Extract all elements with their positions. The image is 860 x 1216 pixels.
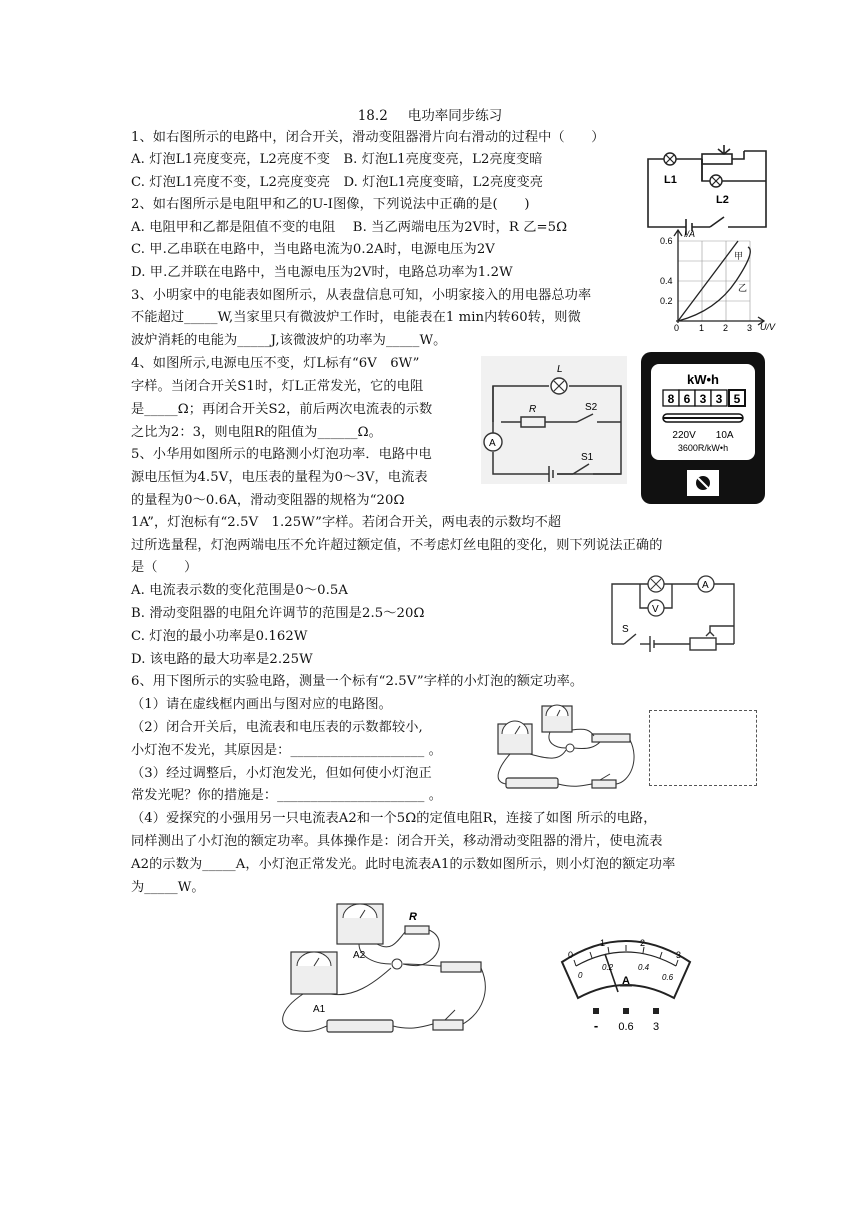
q6-apparatus-figure bbox=[490, 700, 638, 796]
terminal-3: 3 bbox=[652, 1021, 660, 1033]
x-tick-2: 2 bbox=[723, 323, 729, 333]
q1-option-ab: A. 灯泡L1亮度变亮，L2亮度不变 B. 灯泡L1亮度变亮，L2亮度变暗 bbox=[131, 152, 543, 167]
q2-option-d: D. 甲.乙并联在电路中，当电源电压为2V时，电路总功率为1.2W bbox=[131, 265, 513, 280]
page-title bbox=[0, 104, 860, 124]
y-axis-label: I/A bbox=[684, 229, 696, 239]
curve-jia-label: 甲 bbox=[734, 251, 744, 261]
q6-part-4-line-2: 同样测出了小灯泡的额定功率。具体操作是：闭合开关，移动滑动变阻器的滑片，使电流表 bbox=[131, 834, 663, 849]
terminal-minus: - bbox=[593, 1018, 599, 1033]
q4-line-1: 4、如图所示,电源电压不变，灯L标有“6V 6W” bbox=[131, 356, 420, 371]
x-tick-1: 1 bbox=[699, 323, 705, 333]
q6-part-3-line-1: （3）经过调整后，小灯泡发光，但如何使小灯泡正 bbox=[131, 766, 432, 781]
voltmeter-v-label: V bbox=[652, 604, 659, 615]
q5-option-d: D. 该电路的最大功率是2.25W bbox=[131, 652, 313, 667]
dial-letter-a: A bbox=[622, 975, 630, 987]
q3-line-3: 波炉消耗的电能为_____J,该微波炉的功率为_____W。 bbox=[131, 333, 447, 348]
ammeter-dial-figure bbox=[556, 926, 696, 1034]
q3-line-2: 不能超过_____W,当家里只有微波炉工作时，电能表在1 min内转60转，则微 bbox=[131, 310, 581, 325]
x-axis-label: U/V bbox=[760, 322, 776, 332]
q4-line-2: 字样。当闭合开关S1时，灯L正常发光，它的电阻 bbox=[131, 379, 424, 394]
meter-digit-4: 3 bbox=[715, 392, 723, 406]
title-text: 电功率同步练习 bbox=[407, 108, 503, 124]
q2-option-a-b: A. 电阻甲和乙都是阻值不变的电阻 B. 当乙两端电压为2V时，R 乙=5Ω bbox=[131, 220, 568, 235]
scale-top-2: 2 bbox=[640, 938, 646, 948]
circuit-drawing-box bbox=[649, 710, 757, 786]
q6-stem: 6、用下图所示的实验电路，测量一个标有“2.5V”字样的小灯泡的额定功率。 bbox=[131, 674, 584, 689]
q1-option-cd: C. 灯泡L1亮度不变，L2亮度变亮 D. 灯泡L1亮度变暗，L2亮度变亮 bbox=[131, 175, 544, 190]
meter-digit-5: 5 bbox=[733, 392, 741, 406]
q6-part-2-line-2: 小灯泡不发光，其原因是：____________________ 。 bbox=[131, 743, 442, 758]
curve-yi-label: 乙 bbox=[738, 283, 748, 293]
q1-stem: 1、如右图所示的电路中，闭合开关，滑动变阻器滑片向右滑动的过程中（ ） bbox=[131, 130, 605, 145]
q6-part-4-line-4: 为_____W。 bbox=[131, 880, 205, 895]
q2-ui-graph bbox=[654, 227, 784, 333]
q5-line-2: 源电压恒为4.5V，电压表的量程为0～3V，电流表 bbox=[131, 470, 428, 485]
x-tick-3: 3 bbox=[747, 323, 753, 333]
scale-bottom-0: 0 bbox=[578, 971, 583, 980]
q6-a1-a2-apparatus-figure bbox=[273, 902, 487, 1038]
lamp-l-label: L bbox=[557, 364, 563, 375]
scale-bottom-0-2: 0.2 bbox=[602, 963, 614, 972]
meter-unit: kW•h bbox=[687, 372, 719, 387]
q5-line-1: 5、小华用如图所示的电路测小灯泡功率．电路中电 bbox=[131, 447, 432, 462]
q5-line-3: 的量程为0～0.6A，滑动变阻器的规格为“20Ω bbox=[131, 493, 405, 508]
q5-option-c: C. 灯泡的最小功率是0.162W bbox=[131, 629, 308, 644]
x-tick-0: 0 bbox=[674, 323, 680, 333]
terminal-0-6: 0.6 bbox=[618, 1021, 634, 1033]
section-number: 18.2 bbox=[357, 108, 388, 124]
q6-part-3-line-2: 常发光呢？你的措施是：______________________ 。 bbox=[131, 788, 443, 803]
scale-top-1: 1 bbox=[600, 938, 606, 948]
q6-part-1: （1）请在虚线框内画出与图对应的电路图。 bbox=[131, 697, 392, 712]
y-tick-0-2: 0.2 bbox=[660, 296, 673, 306]
q4-line-4: 之比为2：3，则电阻R的阻值为______Ω。 bbox=[131, 425, 382, 440]
scale-top-0: 0 bbox=[568, 950, 574, 960]
y-tick-0-6: 0.6 bbox=[660, 236, 673, 246]
q2-stem: 2、如右图所示是电阻甲和乙的U-I图像，下列说法中正确的是( ) bbox=[131, 197, 530, 212]
ammeter-a-label-q5: A bbox=[702, 580, 709, 591]
ammeter-a2-label: A2 bbox=[353, 950, 366, 961]
scale-top-3: 3 bbox=[676, 950, 682, 960]
q5-option-b: B. 滑动变阻器的电阻允许调节的范围是2.5～20Ω bbox=[131, 606, 425, 621]
meter-digit-1: 8 bbox=[667, 392, 675, 406]
ammeter-a1-label: A1 bbox=[313, 1004, 326, 1015]
meter-digit-3: 3 bbox=[699, 392, 707, 406]
q5-line-6: 是（ ） bbox=[131, 560, 198, 575]
switch-s2-label: S2 bbox=[585, 402, 598, 413]
scale-bottom-0-4: 0.4 bbox=[638, 963, 650, 972]
q6-part-4-line-3: A2的示数为_____A，小灯泡正常发光。此时电流表A1的示数如图所示，则小灯泡的额定功率 bbox=[131, 857, 676, 872]
l2-label: L2 bbox=[716, 194, 729, 206]
q5-option-a: A. 电流表示数的变化范围是0～0.5A bbox=[131, 583, 349, 598]
q6-part-4-line-1: （4）爱探究的小强用另一只电流表A2和一个5Ω的定值电阻R，连接了如图 所示的电路， bbox=[131, 811, 657, 826]
l1-label: L1 bbox=[664, 174, 677, 186]
y-tick-0-4: 0.4 bbox=[660, 276, 673, 286]
resistor-r-label: R bbox=[529, 404, 537, 415]
meter-digit-2: 6 bbox=[683, 392, 691, 406]
q4-line-3: 是_____Ω；再闭合开关S2，前后两次电流表的示数 bbox=[131, 402, 433, 417]
switch-s-label: S bbox=[622, 624, 629, 635]
q4-circuit-figure bbox=[481, 356, 627, 484]
ammeter-a-label: A bbox=[489, 438, 496, 449]
scale-bottom-0-6: 0.6 bbox=[662, 973, 674, 982]
resistor-r-label-6b: R bbox=[409, 911, 417, 923]
q5-circuit-figure bbox=[606, 574, 752, 660]
q1-circuit-figure bbox=[644, 141, 772, 235]
meter-spec-line-2: 3600R/kW•h bbox=[677, 443, 729, 453]
energy-meter-figure bbox=[641, 352, 765, 504]
q3-line-1: 3、小明家中的电能表如图所示，从表盘信息可知，小明家接入的用电器总功率 bbox=[131, 288, 592, 303]
meter-spec-line-1: 220V 10A bbox=[672, 430, 734, 441]
q2-option-c: C. 甲.乙串联在电路中，当电路电流为0.2A时，电源电压为2V bbox=[131, 242, 495, 257]
q5-line-4: 1A”，灯泡标有“2.5V 1.25W”字样。若闭合开关，两电表的示数均不超 bbox=[131, 515, 562, 530]
q6-part-2-line-1: （2）闭合开关后，电流表和电压表的示数都较小, bbox=[131, 720, 423, 735]
q5-line-5: 过所选量程，灯泡两端电压不允许超过额定值，不考虑灯丝电阻的变化，则下列说法正确的 bbox=[131, 538, 663, 553]
switch-s1-label: S1 bbox=[581, 452, 594, 463]
